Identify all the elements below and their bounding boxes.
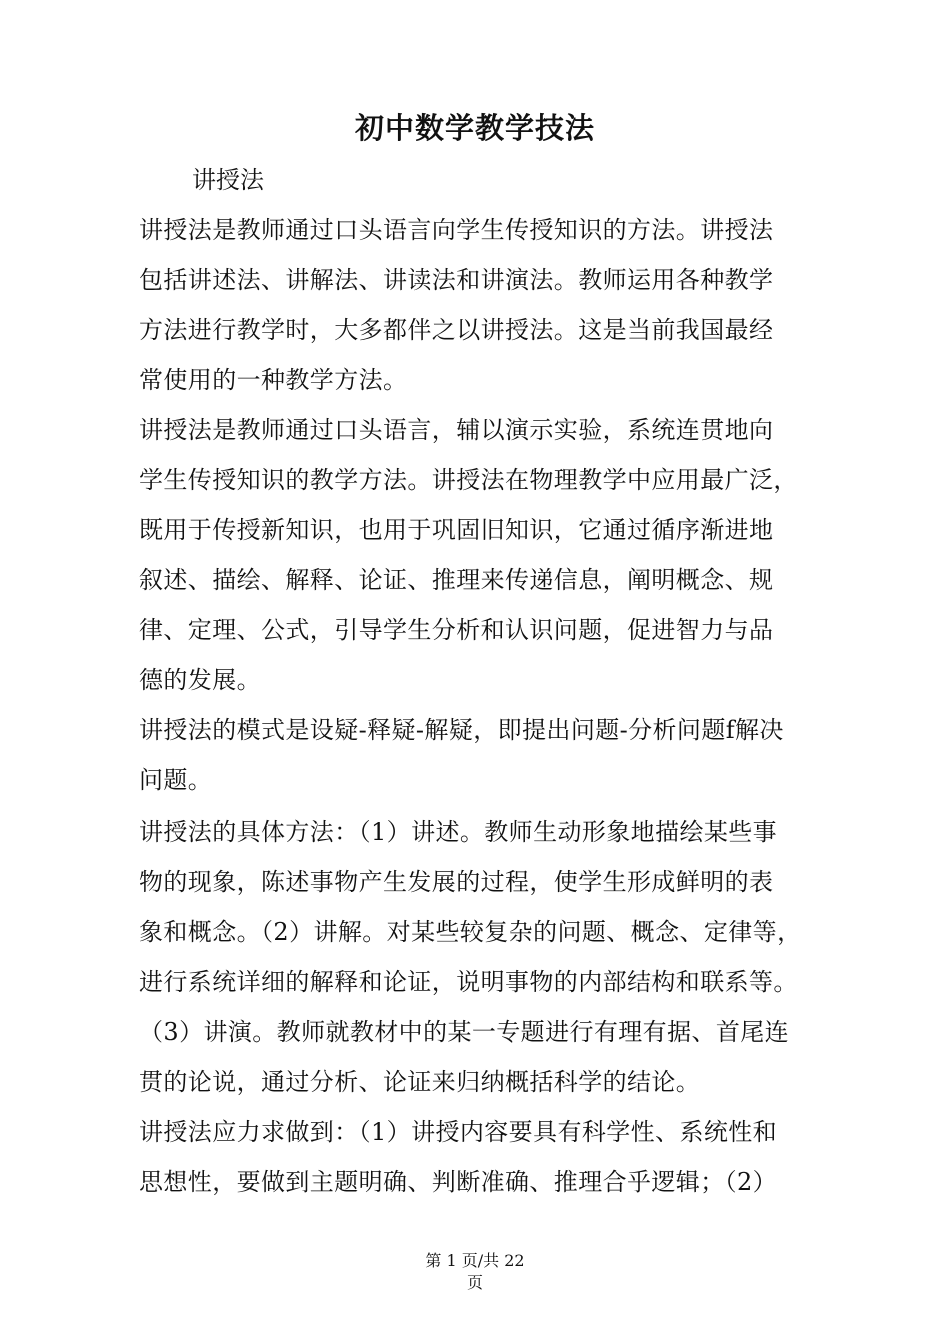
page-number-suffix: 页 — [466, 1273, 483, 1292]
body-line: 方法进行教学时，大多都伴之以讲授法。这是当前我国最经 — [139, 316, 774, 344]
body-line: 讲授法的模式是设疑-释疑-解疑，即提出问题-分析问题f解决 — [139, 716, 784, 744]
body-line: 既用于传授新知识，也用于巩固旧知识，它通过循序渐进地 — [139, 516, 774, 544]
body-line: 讲授法是教师通过口头语言，辅以演示实验，系统连贯地向 — [139, 416, 774, 444]
body-line: 常使用的一种教学方法。 — [139, 366, 408, 394]
page-number: 第 1 页/共 22 — [425, 1251, 525, 1270]
body-line: （3）讲演。教师就教材中的某一专题进行有理有据、首尾连 — [139, 1018, 790, 1046]
body-line: 物的现象，陈述事物产生发展的过程，使学生形成鲜明的表 — [139, 868, 774, 896]
document-title: 初中数学教学技法 — [354, 111, 595, 145]
body-line: 问题。 — [139, 766, 213, 794]
body-line: 叙述、描绘、解释、论证、推理来传递信息，阐明概念、规 — [139, 566, 774, 594]
body-line: 进行系统详细的解释和论证，说明事物的内部结构和联系等。 — [139, 968, 798, 996]
body-line: 包括讲述法、讲解法、讲读法和讲演法。教师运用各种教学 — [139, 266, 774, 294]
body-line: 讲授法应力求做到：（1）讲授内容要具有科学性、系统性和 — [139, 1118, 778, 1146]
body-line: 讲授法是教师通过口头语言向学生传授知识的方法。讲授法 — [139, 216, 774, 244]
body-line: 律、定理、公式，引导学生分析和认识问题，促进智力与品 — [139, 616, 774, 644]
body-line: 学生传授知识的教学方法。讲授法在物理教学中应用最广泛， — [139, 466, 798, 494]
body-line: 象和概念。（2）讲解。对某些较复杂的问题、概念、定律等， — [139, 918, 802, 946]
body-line: 思想性，要做到主题明确、判断准确、推理合乎逻辑；（2） — [139, 1168, 778, 1196]
body-line: 贯的论说，通过分析、论证来归纳概括科学的结论。 — [139, 1068, 701, 1096]
section-heading: 讲授法 — [192, 166, 264, 194]
body-line: 讲授法的具体方法：（1）讲述。教师生动形象地描绘某些事 — [139, 818, 778, 846]
body-line: 德的发展。 — [139, 666, 261, 694]
